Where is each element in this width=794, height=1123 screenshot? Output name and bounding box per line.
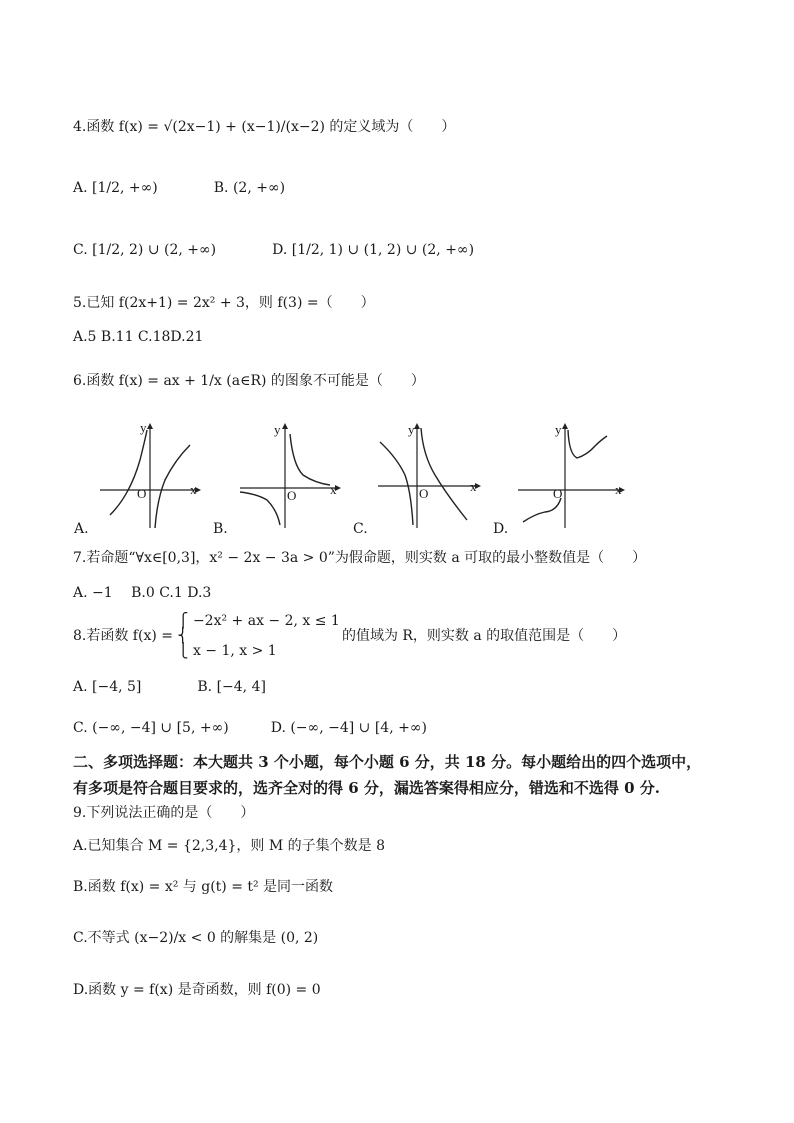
q7-options: A. −1 B.0 C.1 D.3 bbox=[73, 585, 212, 601]
q8-options-ab: A. [−4, 5] B. [−4, 4] bbox=[73, 679, 266, 695]
q9-option-d: D.函数 y = f(x) 是奇函数，则 f(0) = 0 bbox=[73, 982, 321, 998]
q9-stem: 9.下列说法正确的是（ ） bbox=[73, 805, 255, 821]
q6-graph-b bbox=[235, 420, 345, 530]
section2-line-1: 二、多项选择题：本大题共 3 个小题，每个小题 6 分，共 18 分。每小题给出的四个选项中， bbox=[73, 753, 702, 771]
graph-d-y-label: y bbox=[555, 422, 562, 437]
q4-options-cd: C. [1/2, 2) ∪ (2, +∞) D. [1/2, 1) ∪ (1, 2) ∪ (2, +∞) bbox=[73, 242, 475, 258]
q9-option-c: C.不等式 (x−2)/x < 0 的解集是 (0, 2) bbox=[73, 930, 319, 946]
graph-b-y-label: y bbox=[274, 422, 281, 437]
q7-stem: 7.若命题“∀x∈[0,3]，x² − 2x − 3a > 0”为假命题，则实数 a 可取的最小整数值是（ ） bbox=[73, 550, 647, 566]
section2-line-2: 有多项是符合题目要求的，选齐全对的得 6 分，漏选答案得相应分，错选和不选得 0 分. bbox=[73, 779, 660, 797]
graph-d-origin-label: O bbox=[553, 486, 563, 501]
q8-options-cd: C. (−∞, −4] ∪ [5, +∞) D. (−∞, −4] ∪ [4, +∞) bbox=[73, 720, 427, 736]
graph-c-x-label: x bbox=[470, 479, 477, 494]
graph-b-x-label: x bbox=[330, 482, 337, 497]
graph-a-x-label: x bbox=[190, 482, 197, 497]
q9-option-b: B.函数 f(x) = x² 与 g(t) = t² 是同一函数 bbox=[73, 879, 334, 895]
graph-c-y-label: y bbox=[408, 422, 415, 437]
q6-label-c: C. bbox=[353, 521, 368, 537]
graph-b-origin-label: O bbox=[287, 488, 297, 503]
q6-graph-a bbox=[95, 420, 205, 530]
q5-options: A.5 B.11 C.18D.21 bbox=[73, 329, 204, 345]
q6-label-d: D. bbox=[493, 521, 509, 537]
q6-stem: 6.函数 f(x) = ax + 1/x (a∈R) 的图象不可能是（ ） bbox=[73, 373, 425, 389]
q4-stem: 4.函数 f(x) = √(2x−1) + (x−1)/(x−2) 的定义域为（ ） bbox=[73, 119, 456, 135]
q8-piece-2: ⎩ x − 1, x > 1 bbox=[178, 643, 277, 659]
q8-stem: 8.若函数 f(x) = ⎨ 的值域为 R，则实数 a 的取值范围是（ ） bbox=[73, 628, 627, 644]
q6-graph-c bbox=[375, 420, 485, 530]
q6-label-a: A. bbox=[74, 521, 89, 537]
graph-a-origin-label: O bbox=[137, 486, 147, 501]
q5-stem: 5.已知 f(2x+1) = 2x² + 3，则 f(3) =（ ） bbox=[73, 295, 375, 311]
graph-a-y-label: y bbox=[140, 420, 147, 435]
graph-c-origin-label: O bbox=[419, 486, 429, 501]
q6-graph-d bbox=[515, 420, 625, 530]
q8-piece-1: ⎧ −2x² + ax − 2, x ≤ 1 bbox=[178, 613, 340, 629]
q4-options-ab: A. [1/2, +∞) B. (2, +∞) bbox=[73, 180, 286, 196]
graph-d-x-label: x bbox=[615, 482, 622, 497]
q6-label-b: B. bbox=[213, 521, 228, 537]
q9-option-a: A.已知集合 M = {2,3,4}，则 M 的子集个数是 8 bbox=[73, 838, 386, 854]
